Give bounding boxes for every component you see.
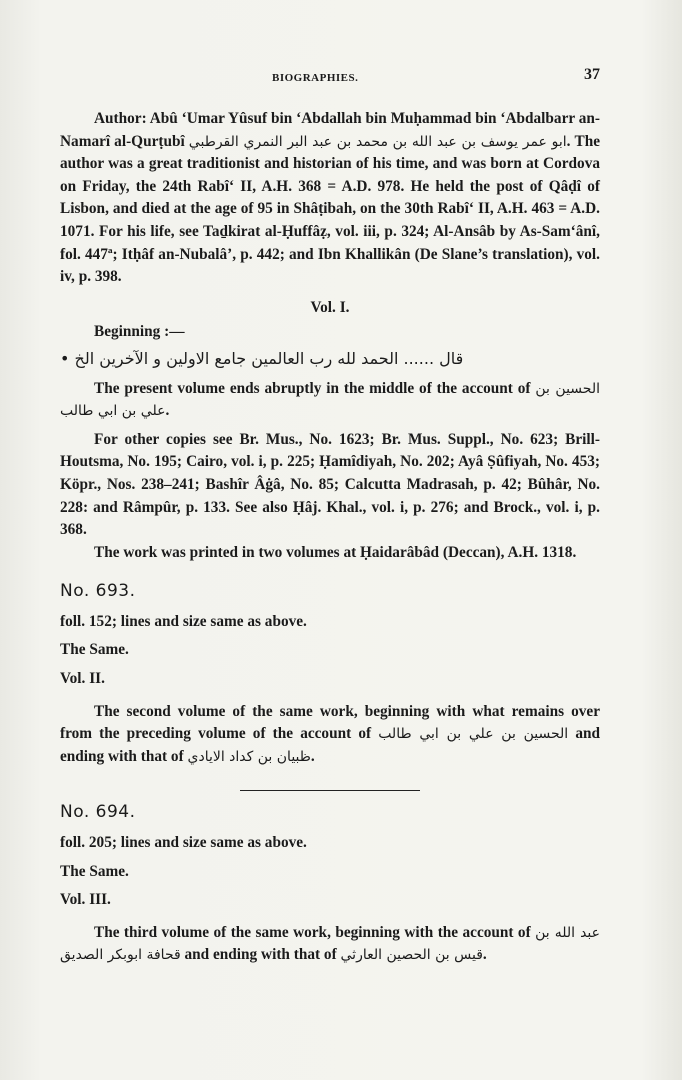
entry-694-text-1: The third volume of the same work, beginning with the account of: [94, 923, 536, 941]
beginning-arabic-text: قال ...... الحمد لله رب العالمين جامع الاولين و الآخرين الخ •: [60, 348, 464, 368]
running-head: BIOGRAPHIES.: [272, 72, 359, 84]
entry-694-arabic-1: عبد الله بن قحافة ابوبكر الصديق: [60, 924, 600, 964]
entry-694-foll: foll. 205; lines and size same as above.: [60, 834, 307, 852]
entry-694-text-3: .: [482, 946, 487, 964]
entry-693-text-1: The second volume of the same work, beginning with what remains over from the preceding volume of the account of: [60, 702, 600, 743]
author-text-1: Author: Abû ‘Umar Yûsuf bin ‘Abdallah bin Muḥammad bin ‘Abdalbarr an-Namarî al-Qurṭubî: [60, 110, 600, 150]
printed-paragraph: The work was printed in two volumes at Ḥaidarâbâd (Deccan), A.H. 1318.: [94, 543, 577, 561]
entry-693-arabic-2: ظبيان بن كداد الايادي: [187, 748, 311, 765]
entry-694-same: The Same.: [60, 862, 129, 880]
section-divider: [240, 790, 420, 791]
entry-693-text-3: .: [310, 747, 315, 765]
vol1-ends-arabic: الحسين بن علي بن ابي طالب: [60, 380, 600, 420]
beginning-arabic: [60, 348, 600, 372]
entry-694-text-2: and ending with that of: [180, 946, 341, 964]
vol1-ends-text: The present volume ends abruptly in the middle of the account of: [94, 379, 536, 397]
vol1-heading: Vol. I.: [310, 298, 350, 316]
page-header: [60, 62, 600, 84]
body-text: [60, 108, 600, 967]
entry-693-number: No. 693.: [60, 581, 136, 602]
entry-694-number: No. 694.: [60, 802, 136, 823]
entry-693-text-2: and ending with that of: [60, 725, 600, 765]
vol1-ends-paragraph: [60, 378, 600, 423]
page-number: 37: [584, 66, 600, 83]
entry-694-description: [60, 922, 600, 967]
entry-694-arabic-2: قيس بن الحصين العارثي: [340, 947, 483, 964]
entry-693-arabic-1: الحسين بن علي بن ابي طالب: [378, 726, 569, 743]
author-paragraph: [60, 108, 600, 289]
entry-693-foll: foll. 152; lines and size same as above.: [60, 612, 307, 630]
entry-694-vol: Vol. III.: [60, 891, 111, 909]
beginning-label: Beginning :—: [94, 323, 185, 341]
vol1-ends-period: .: [165, 402, 170, 420]
entry-693-same: The Same.: [60, 641, 129, 659]
author-arabic-name: ابو عمر يوسف بن عبد الله بن محمد بن عبد البر النمري القرطبي: [188, 133, 567, 150]
author-text-2: . The author was a great traditionist and historian of his time, and was born at Cordova on Friday, the 24th Rabî‘ II, A.H. 368 = A.D. 978. He held the post of Qâḍî of Lisbon, and died at the age of 95 in Shâṭibah, on the 30th Rabî‘ II, A.H. 463 = A.D. 1071. For his life, see Taḏkirat al-Ḥuffâẓ, vol. iii, p. 324; Al-Ansâb by As-Sam‘ânî, fol. 447ª; Itḥâf an-Nubalâ’, p. 442; and Ibn Khallikân (De Slane’s translation), vol. iv, p. 398.: [60, 132, 600, 286]
entry-693-description: [60, 701, 600, 769]
other-copies-paragraph: For other copies see Br. Mus., No. 1623; Br. Mus. Suppl., No. 623; Brill-Houtsma, No. 195; Cairo, vol. i, p. 225; Ḥamîdiyah, No. 202; Ayâ Ṣûfiyah, No. 453; Köpr., Nos. 238–241; Bashîr Âġâ, No. 85; Calcutta Madrasah, p. 42; Bûhâr, No. 228: and Râmpûr, p. 133. See also Ḥâj. Khal., vol. i, p. 276; and Brock., vol. i, p. 368.: [60, 430, 600, 539]
entry-693-vol: Vol. II.: [60, 670, 105, 688]
